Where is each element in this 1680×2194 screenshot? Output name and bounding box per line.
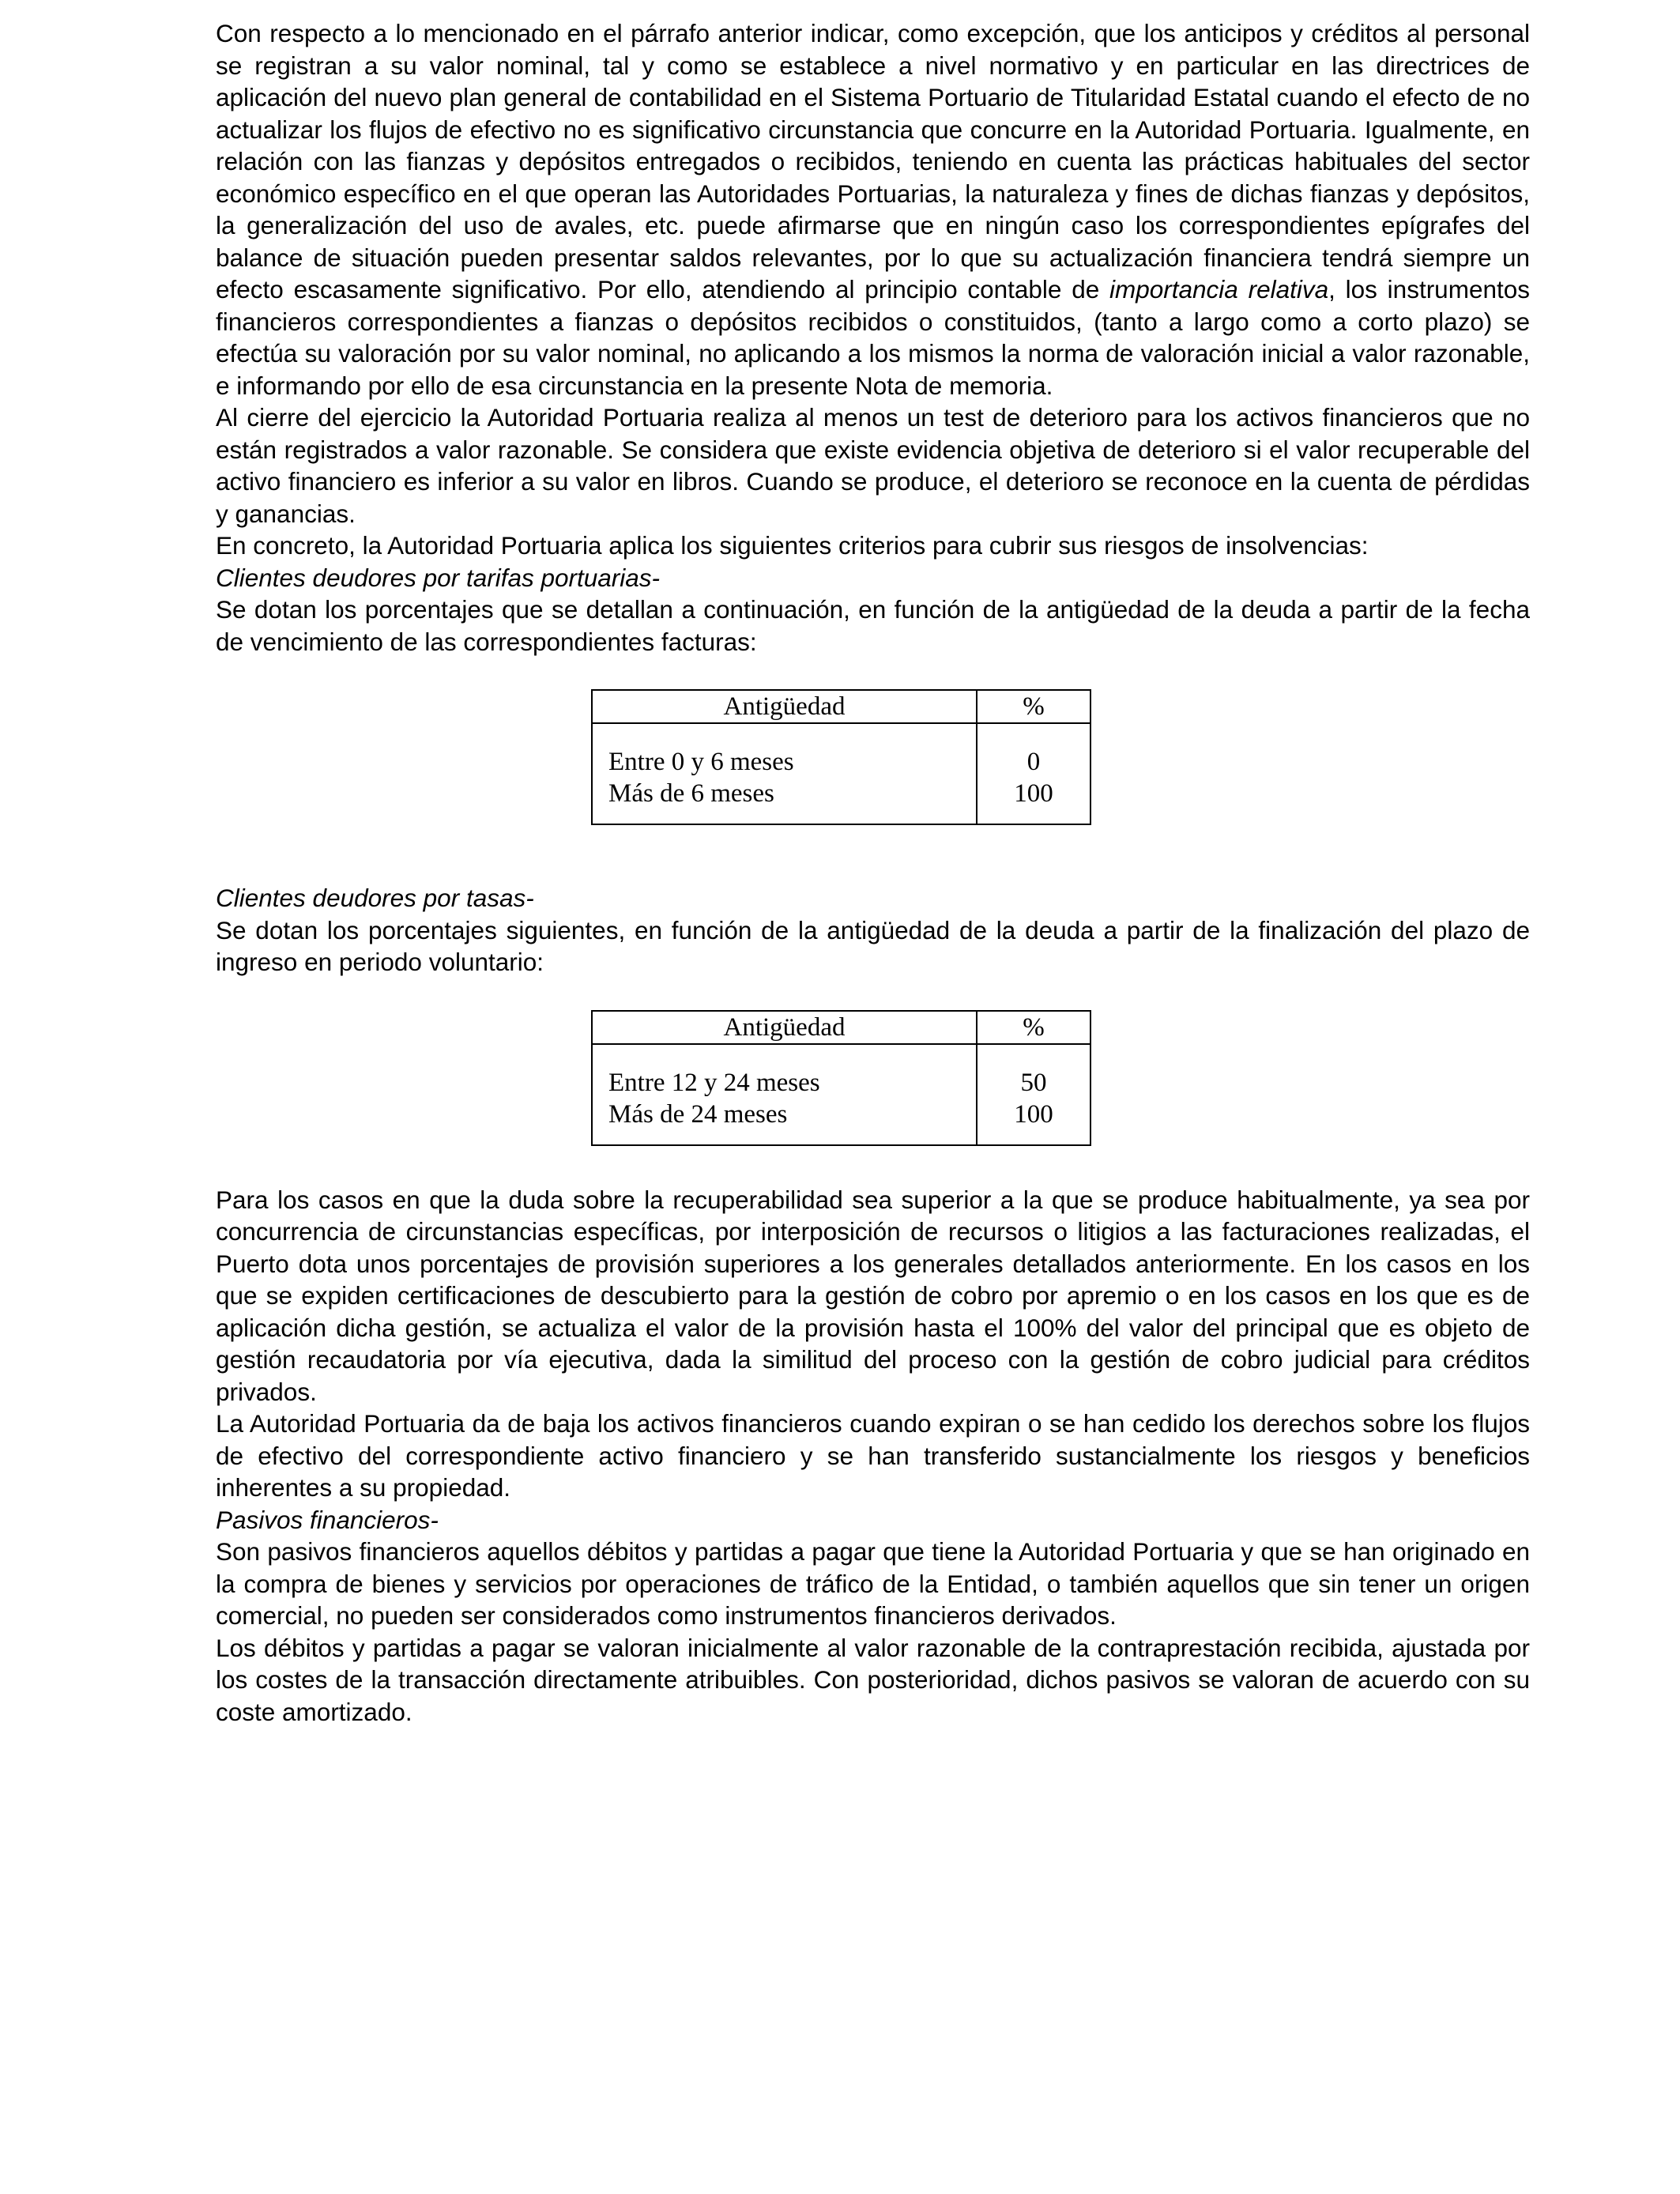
paragraph-text: , los instrumentos financieros correspondientes a fianzas o depósitos recibidos o constituidos, (tanto a largo como a corto plazo) se efectúa su valoración por su valor nominal, no aplicando a los mismos la norma de valoración inicial a valor razonable, e informando por ello de esa circunstancia en la presente Nota de memoria.	[216, 275, 1531, 400]
row-label: Entre 12 y 24 meses	[592, 1067, 977, 1099]
row-value: 100	[977, 1099, 1090, 1145]
row-value: 100	[977, 778, 1090, 824]
table-spacer-row	[592, 1044, 1090, 1067]
table-spacer-row	[592, 723, 1090, 746]
table-header-row	[592, 1011, 1090, 1044]
row-label: Más de 24 meses	[592, 1099, 977, 1145]
row-label: Entre 0 y 6 meses	[592, 746, 977, 778]
column-header-percent: %	[977, 690, 1090, 723]
column-header-percent: %	[977, 1011, 1090, 1044]
table-row	[592, 746, 1090, 778]
row-value: 0	[977, 746, 1090, 778]
row-label: Más de 6 meses	[592, 778, 977, 824]
paragraph-porcentajes-tasas: Se dotan los porcentajes siguientes, en función de la antigüedad de la deuda a partir de la finalización del plazo de ingreso en periodo voluntario:	[216, 915, 1530, 976]
paragraph-debitos-valoracion: Los débitos y partidas a pagar se valoran inicialmente al valor razonable de la contraprestación recibida, ajustada por los costes de la transacción directamente atribuibles. Con posterioridad, dichos pasivos se valoran de acuerdo con su coste amortizado.	[216, 1633, 1530, 1726]
document-page	[216, 17, 1530, 1728]
paragraph-test-deterioro: Al cierre del ejercicio la Autoridad Portuaria realiza al menos un test de deterioro para los activos financieros que no están registrados a valor razonable. Se considera que existe evidencia objetiva de deterioro si el valor recuperable del activo financiero es inferior a su valor en libros. Cuando se produce, el deterioro se reconoce en la cuenta de pérdidas y ganancias.	[216, 403, 1530, 528]
paragraph-criterios: En concreto, la Autoridad Portuaria aplica los siguientes criterios para cubrir sus riesgos de insolvencias:	[216, 531, 1369, 560]
table-row	[592, 1067, 1090, 1099]
paragraph-porcentajes-tarifas: Se dotan los porcentajes que se detallan a continuación, en función de la antigüedad de la deuda a partir de la fecha de vencimiento de las correspondientes facturas:	[216, 595, 1530, 656]
column-header-antiguedad: Antigüedad	[592, 690, 977, 723]
section-heading-tarifas: Clientes deudores por tarifas portuarias-	[216, 563, 661, 592]
row-value: 50	[977, 1067, 1090, 1099]
paragraph-text: Con respecto a lo mencionado en el párrafo anterior indicar, como excepción, que los anticipos y créditos al personal se registran a su valor nominal, tal y como se establece a nivel normativo y en particular en las directrices de aplicación del nuevo plan general de contabilidad en el Sistema Portuario de Titularidad Estatal cuando el efecto de no actualizar los flujos de efectivo no es significativo circunstancia que concurre en la Autoridad Portuaria. Igualmente, en relación con las fianzas y depósitos entregados o recibidos, teniendo en cuenta las prácticas habituales del sector económico específico en el que operan las Autoridades Portuarias, la naturaleza y fines de dichas fianzas y depósitos, la generalización del uso de avales, etc. puede afirmarse que en ningún caso los correspondientes epígrafes del balance de situación pueden presentar saldos relevantes, por lo que su actualización financiera tendrá siempre un efecto escasamente significativo. Por ello, atendiendo al principio contable de	[216, 19, 1530, 303]
paragraph-baja-activos: La Autoridad Portuaria da de baja los activos financieros cuando expiran o se han cedido los derechos sobre los flujos de efectivo del correspondiente activo financiero y se han transferido sustancialmente los riesgos y beneficios inherentes a su propiedad.	[216, 1409, 1530, 1502]
section-heading-pasivos: Pasivos financieros-	[216, 1505, 439, 1534]
paragraph-anticipos-creditos	[216, 17, 1530, 401]
table-header-row	[592, 690, 1090, 723]
table-tarifas	[591, 689, 1091, 825]
table-row	[592, 778, 1090, 824]
section-heading-tasas: Clientes deudores por tasas-	[216, 884, 534, 912]
table-row	[592, 1099, 1090, 1145]
italic-term: importancia relativa	[1109, 275, 1329, 303]
paragraph-recuperabilidad: Para los casos en que la duda sobre la recuperabilidad sea superior a la que se produce habitualmente, ya sea por concurrencia de circunstancias específicas, por interposición de recursos o litigios a las facturaciones realizadas, el Puerto dota unos porcentajes de provisión superiores a los generales detallados anteriormente. En los casos en los que se expiden certificaciones de descubierto para la gestión de cobro por apremio o en los casos en los que es de aplicación dicha gestión, se actualiza el valor de la provisión hasta el 100% del valor del principal que es objeto de gestión recaudatoria por vía ejecutiva, dada la similitud del proceso con la gestión de cobro judicial para créditos privados.	[216, 1185, 1530, 1406]
table-tasas	[591, 1010, 1091, 1146]
column-header-antiguedad: Antigüedad	[592, 1011, 977, 1044]
paragraph-pasivos-definicion: Son pasivos financieros aquellos débitos y partidas a pagar que tiene la Autoridad Portuaria y que se han originado en la compra de bienes y servicios por operaciones de tráfico de la Entidad, o también aquellos que sin tener un origen comercial, no pueden ser considerados como instrumentos financieros derivados.	[216, 1537, 1530, 1630]
